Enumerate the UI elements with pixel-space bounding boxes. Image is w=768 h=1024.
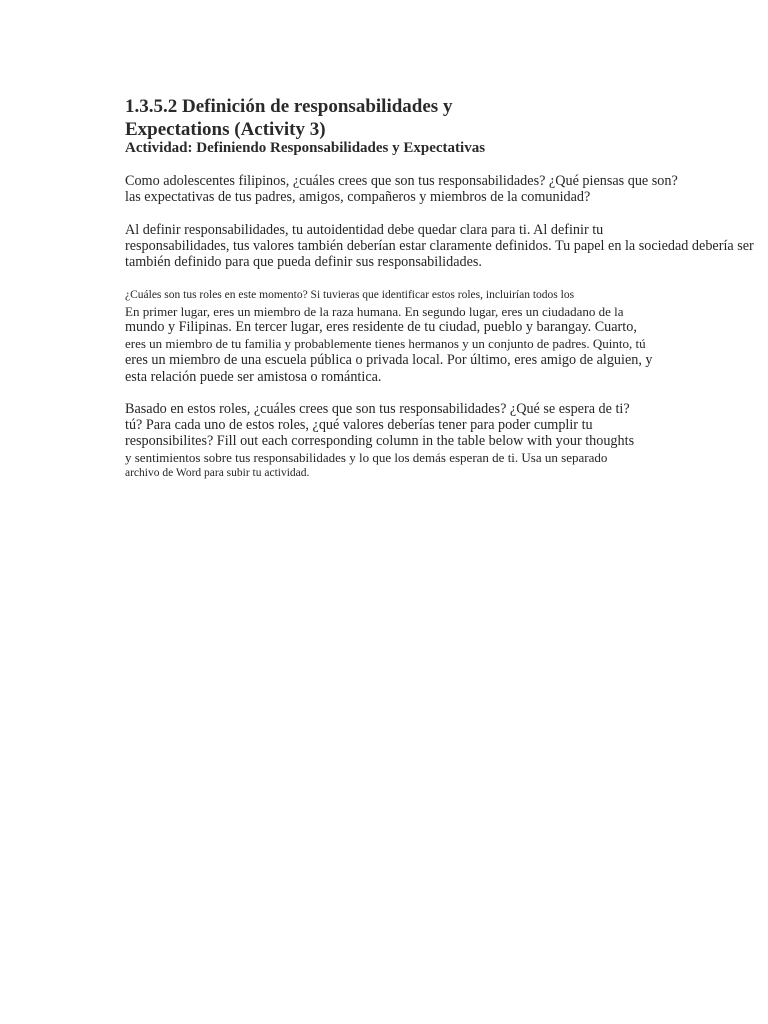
paragraph-3-line-4: eres un miembro de tu familia y probablemente tienes hermanos y un conjunto de padres. Quinto, tú xyxy=(125,336,646,351)
paragraph-3-line-6: esta relación puede ser amistosa o romántica. xyxy=(125,369,382,385)
paragraph-3-line-5: eres un miembro de una escuela pública o privada local. Por último, eres amigo de alguien, y xyxy=(125,352,653,368)
paragraph-2-line-1: Al definir responsabilidades, tu autoidentidad debe quedar clara para ti. Al definir tu xyxy=(125,222,604,238)
paragraph-3-line-2: En primer lugar, eres un miembro de la raza humana. En segundo lugar, eres un ciudadano de la xyxy=(125,304,624,319)
document-title-line-2: Expectations (Activity 3) xyxy=(125,119,326,140)
paragraph-2-line-3: también definido para que pueda definir sus responsabilidades. xyxy=(125,254,482,270)
paragraph-4-line-2: tú? Para cada uno de estos roles, ¿qué valores deberías tener para poder cumplir tu xyxy=(125,417,593,433)
paragraph-1-line-2: las expectativas de tus padres, amigos, compañeros y miembros de la comunidad? xyxy=(125,189,591,205)
paragraph-4-line-3: responsibilites? Fill out each corresponding column in the table below with your thoughts xyxy=(125,433,635,449)
paragraph-1-line-1: Como adolescentes filipinos, ¿cuáles crees que son tus responsabilidades? ¿Qué piensas que son? xyxy=(125,173,678,189)
document-subtitle: Actividad: Definiendo Responsabilidades y Expectativas xyxy=(125,140,486,156)
paragraph-4-line-4: y sentimientos sobre tus responsabilidades y lo que los demás esperan de ti. Usa un separado xyxy=(125,450,608,465)
paragraph-2-line-2: responsabilidades, tus valores también deberían estar claramente definidos. Tu papel en la sociedad debería ser xyxy=(125,238,754,254)
paragraph-4-line-5: archivo de Word para subir tu actividad. xyxy=(125,467,310,479)
paragraph-4-line-1: Basado en estos roles, ¿cuáles crees que son tus responsabilidades? ¿Qué se espera de ti? xyxy=(125,401,630,417)
document-title-line-1: 1.3.5.2 Definición de responsabilidades y xyxy=(125,96,453,117)
paragraph-3-line-1: ¿Cuáles son tus roles en este momento? Si tuvieras que identificar estos roles, incluirían todos los xyxy=(125,289,575,301)
paragraph-3-line-3: mundo y Filipinas. En tercer lugar, eres residente de tu ciudad, pueblo y barangay. Cuarto, xyxy=(125,319,637,335)
